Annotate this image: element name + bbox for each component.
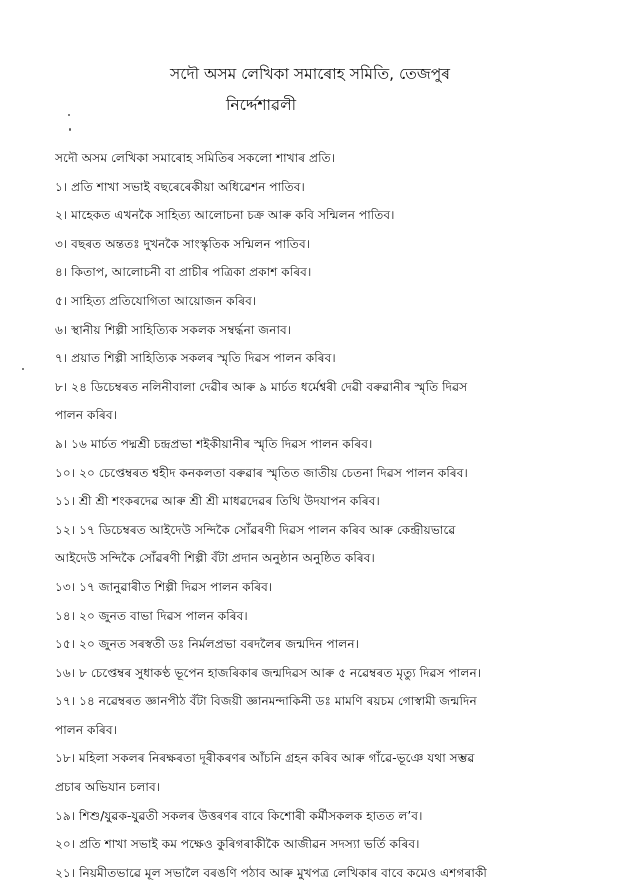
document-body xyxy=(55,144,615,887)
document-subtitle: নিৰ্দ্দেশাৱলী xyxy=(226,96,297,114)
body-line: ৫। সাহিত্য প্ৰতিযোগিতা আয়োজন কৰিব। xyxy=(55,293,257,308)
body-line: ১০। ২০ চেপ্তেম্বৰত শ্বহীদ কনকলতা বৰুৱাৰ স্মৃতিত জাতীয় চেতনা দিৱস পালন কৰিব। xyxy=(55,465,468,480)
scan-speck xyxy=(68,114,70,116)
scan-speck xyxy=(69,128,71,131)
body-line: সদৌ অসম লেখিকা সমাৰোহ সমিতিৰ সকলো শাখাৰ প্ৰতি। xyxy=(55,151,336,165)
body-line: ৯। ১৬ মাৰ্চত পদ্মশ্ৰী চন্দ্ৰপ্ৰভা শইকীয়ানীৰ স্মৃতি দিৱস পালন কৰিব। xyxy=(55,436,373,451)
body-line: ৮। ২৪ ডিচেম্বৰত নলিনীবালা দেৱীৰ আৰু ৯ মাৰ্চত ধৰ্মেশ্বৰী দেৱী বৰুৱানীৰ স্মৃতি দিৱস xyxy=(55,379,468,394)
body-line: পালন কৰিব। xyxy=(55,408,118,423)
body-line: প্ৰচাৰ অভিযান চলাব। xyxy=(55,780,161,795)
body-line: ২০। প্ৰতি শাখা সভাই কম পক্ষেও কুৰিগৰাকীকৈ আজীৱন সদস্যা ভৰ্তি কৰিব। xyxy=(55,837,420,852)
body-line: ১৩। ১৭ জানুৱাৰীত শিল্পী দিৱস পালন কৰিব। xyxy=(55,579,273,594)
document-title: সদৌ অসম লেখিকা সমাৰোহ সমিতি, তেজপুৰ xyxy=(170,65,450,83)
body-line: ১৮। মহিলা সকলৰ নিৰক্ষৰতা দূৰীকৰণৰ আঁচনি গ্ৰহন কৰিব আৰু গাঁৱে-ভূঞে যথা সম্ভৱ xyxy=(55,751,475,766)
body-line: ১৯। শিশু/যুৱক-যুৱতী সকলৰ উত্তৰণৰ বাবে কিশোৰী কৰ্মীসকলক হাতত ল’ব। xyxy=(55,808,423,823)
body-line: ১৭। ১৪ নৱেম্বৰত জ্ঞানপীঠ বঁটা বিজয়ী জ্ঞানমন্দাকিনী ডঃ মামণি ৰয়চম গোস্বামী জন্মদিন xyxy=(55,694,477,709)
body-line: পালন কৰিব। xyxy=(55,722,118,737)
body-line: ৬। স্থানীয় শিল্পী সাহিত্যিক সকলক সম্বৰ্দ্ধনা জনাব। xyxy=(55,322,292,337)
body-line: ৩। বছৰত অন্ততঃ দুখনকৈ সাংস্কৃতিক সন্মিলন পাতিব। xyxy=(55,236,311,251)
body-line: ২। মাহেকত এখনকৈ সাহিত্য আলোচনা চক্ৰ আৰু কবি সন্মিলন পাতিব। xyxy=(55,208,395,223)
body-line: ৭। প্ৰয়াত শিল্পী সাহিত্যিক সকলৰ স্মৃতি দিৱস পালন কৰিব। xyxy=(55,351,336,366)
body-line: ১৫। ২০ জুনত সৰস্বতী ডঃ নিৰ্মলপ্ৰভা বৰদলৈৰ জন্মদিন পালন। xyxy=(55,637,360,652)
body-line: ১৪। ২০ জুনত বাভা দিৱস পালন কৰিব। xyxy=(55,608,248,623)
body-line: ১৬। ৮ চেপ্তেম্বৰ সুধাকণ্ঠ ভূপেন হাজৰিকাৰ জন্মদিৱস আৰু ৫ নৱেম্বৰত মৃত্যু দিৱস পালন। xyxy=(55,665,482,680)
body-line: ১২। ১৭ ডিচেম্বৰত আইদেউ সন্দিকৈ সোঁৱৰণী দিৱস পালন কৰিব আৰু কেন্দ্ৰীয়ভাৱে xyxy=(55,522,456,537)
body-line: আইদেউ সন্দিকৈ সোঁৱৰণী শিল্পী বঁটা প্ৰদান অনুষ্ঠান অনুষ্ঠিত কৰিব। xyxy=(55,551,375,566)
body-line: ১। প্ৰতি শাখা সভাই বছৰেৰেকীয়া অধিৱেশন পাতিব। xyxy=(55,179,305,194)
body-line: ২১। নিয়মীতভাৱে মূল সভালৈ বৰঙণি পঠাব আৰু মুখপত্ৰ লেখিকাৰ বাবে কমেও এশগৰাকী xyxy=(55,865,487,880)
body-line: ১১। শ্ৰী শ্ৰী শংকৰদেৱ আৰু শ্ৰী শ্ৰী মাধৱদেৱৰ তিথি উদযাপন কৰিব। xyxy=(55,494,380,509)
body-line: ৪। কিতাপ, আলোচনী বা প্ৰাচীৰ পত্ৰিকা প্ৰকাশ কৰিব। xyxy=(55,265,312,280)
scan-speck xyxy=(22,368,24,370)
